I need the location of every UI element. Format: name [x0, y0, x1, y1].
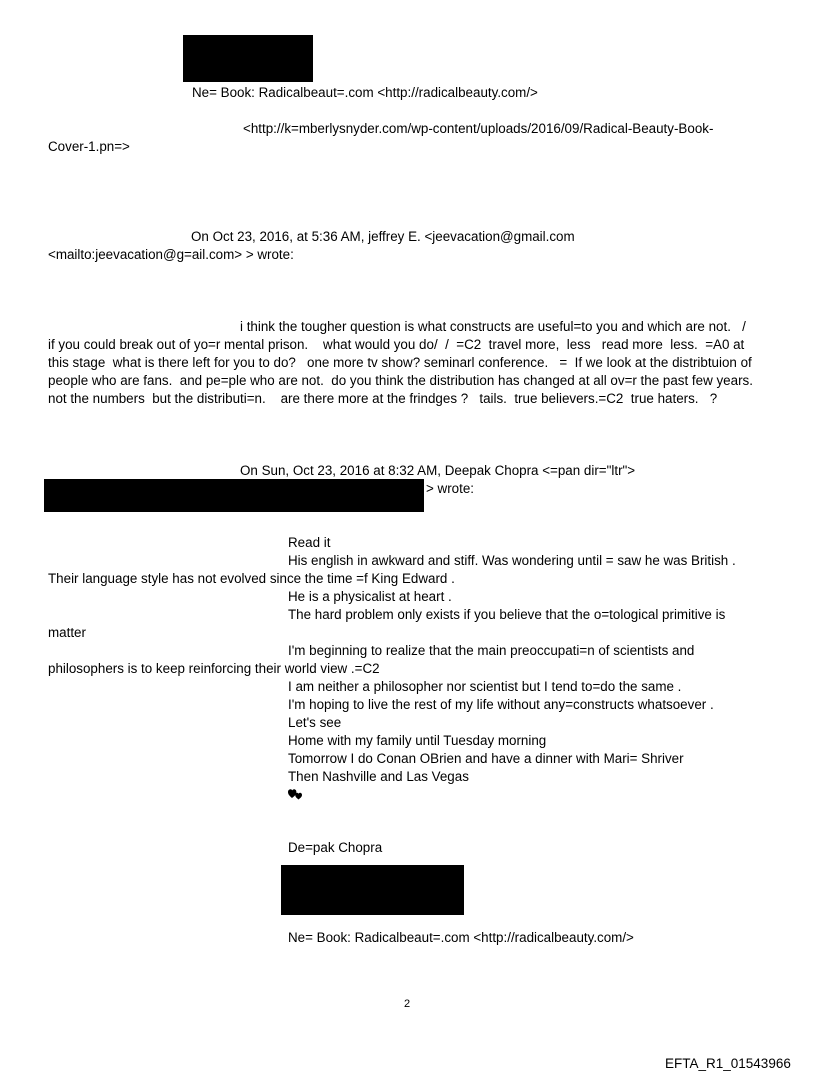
two-hearts-icon — [288, 788, 304, 802]
redaction-block-top — [183, 35, 313, 82]
deepak-body-line-9: I am neither a philosopher nor scientist but I tend to=do the same . — [288, 679, 682, 694]
deepak-signature-name: De=pak Chopra — [288, 840, 383, 855]
page-number: 2 — [404, 998, 411, 1010]
jeffrey-email-header-line2: <mailto:jeevacation@g=ail.com> > wrote: — [48, 247, 294, 262]
deepak-email-header-line1: On Sun, Oct 23, 2016 at 8:32 AM, Deepak Chopra <=pan dir="ltr"> — [240, 463, 636, 478]
redaction-block-signature — [281, 865, 464, 915]
jeffrey-email-header-line1: On Oct 23, 2016, at 5:36 AM, jeffrey E. <jeevacation@gmail.com — [191, 229, 575, 244]
deepak-body-line-12: Home with my family until Tuesday morning — [288, 733, 547, 748]
deepak-body-line-2: His english in awkward and stiff. Was wondering until = saw he was British . — [288, 553, 736, 568]
jeffrey-body-line: this stage what is there left for you to do? one more tv show? seminarl conference. = If we look at the distribtuion of — [48, 355, 752, 370]
deepak-body-line-1: Read it — [288, 535, 331, 550]
redaction-block-email — [44, 479, 424, 512]
document-id: EFTA_R1_01543966 — [665, 1056, 791, 1071]
header-image-link-line1: <http://k=mberlysnyder.com/wp-content/uploads/2016/09/Radical-Beauty-Book- — [243, 121, 714, 136]
header-signature-line: Ne= Book: Radicalbeaut=.com <http://radicalbeauty.com/> — [192, 85, 538, 100]
two-hearts-icon-svg — [288, 788, 304, 800]
deepak-body-line-10: I'm hoping to live the rest of my life without any=constructs whatsoever . — [288, 697, 714, 712]
deepak-body-line-4: He is a physicalist at heart . — [288, 589, 452, 604]
deepak-body-line-7: I'm beginning to realize that the main preoccupati=n of scientists and — [288, 643, 695, 658]
header-image-link-line2: Cover-1.pn=> — [48, 139, 130, 154]
deepak-body-line-3: Their language style has not evolved since the time =f King Edward . — [48, 571, 455, 586]
jeffrey-body-line: not the numbers but the distributi=n. are there more at the frindges ? tails. true believers.=C2 true haters. ? — [48, 391, 718, 406]
deepak-body-line-14: Then Nashville and Las Vegas — [288, 769, 469, 784]
deepak-signature-line: Ne= Book: Radicalbeaut=.com <http://radicalbeauty.com/> — [288, 930, 634, 945]
deepak-body-line-8: philosophers is to keep reinforcing their world view .=C2 — [48, 661, 380, 676]
jeffrey-body-line: if you could break out of yo=r mental prison. what would you do/ / =C2 travel more, less read more less. =A0 at — [48, 337, 745, 352]
deepak-body-line-5: The hard problem only exists if you believe that the o=tological primitive is — [288, 607, 726, 622]
jeffrey-body-line: people who are fans. and pe=ple who are not. do you think the distribution has changed at all ov=r the past few years. — [48, 373, 753, 388]
deepak-email-header-line2: > wrote: — [426, 481, 475, 496]
deepak-body-line-6: matter — [48, 625, 86, 640]
deepak-body-line-13: Tomorrow I do Conan OBrien and have a dinner with Mari= Shriver — [288, 751, 684, 766]
jeffrey-body-line: i think the tougher question is what constructs are useful=to you and which are not. / — [240, 319, 746, 334]
deepak-body-line-11: Let's see — [288, 715, 342, 730]
